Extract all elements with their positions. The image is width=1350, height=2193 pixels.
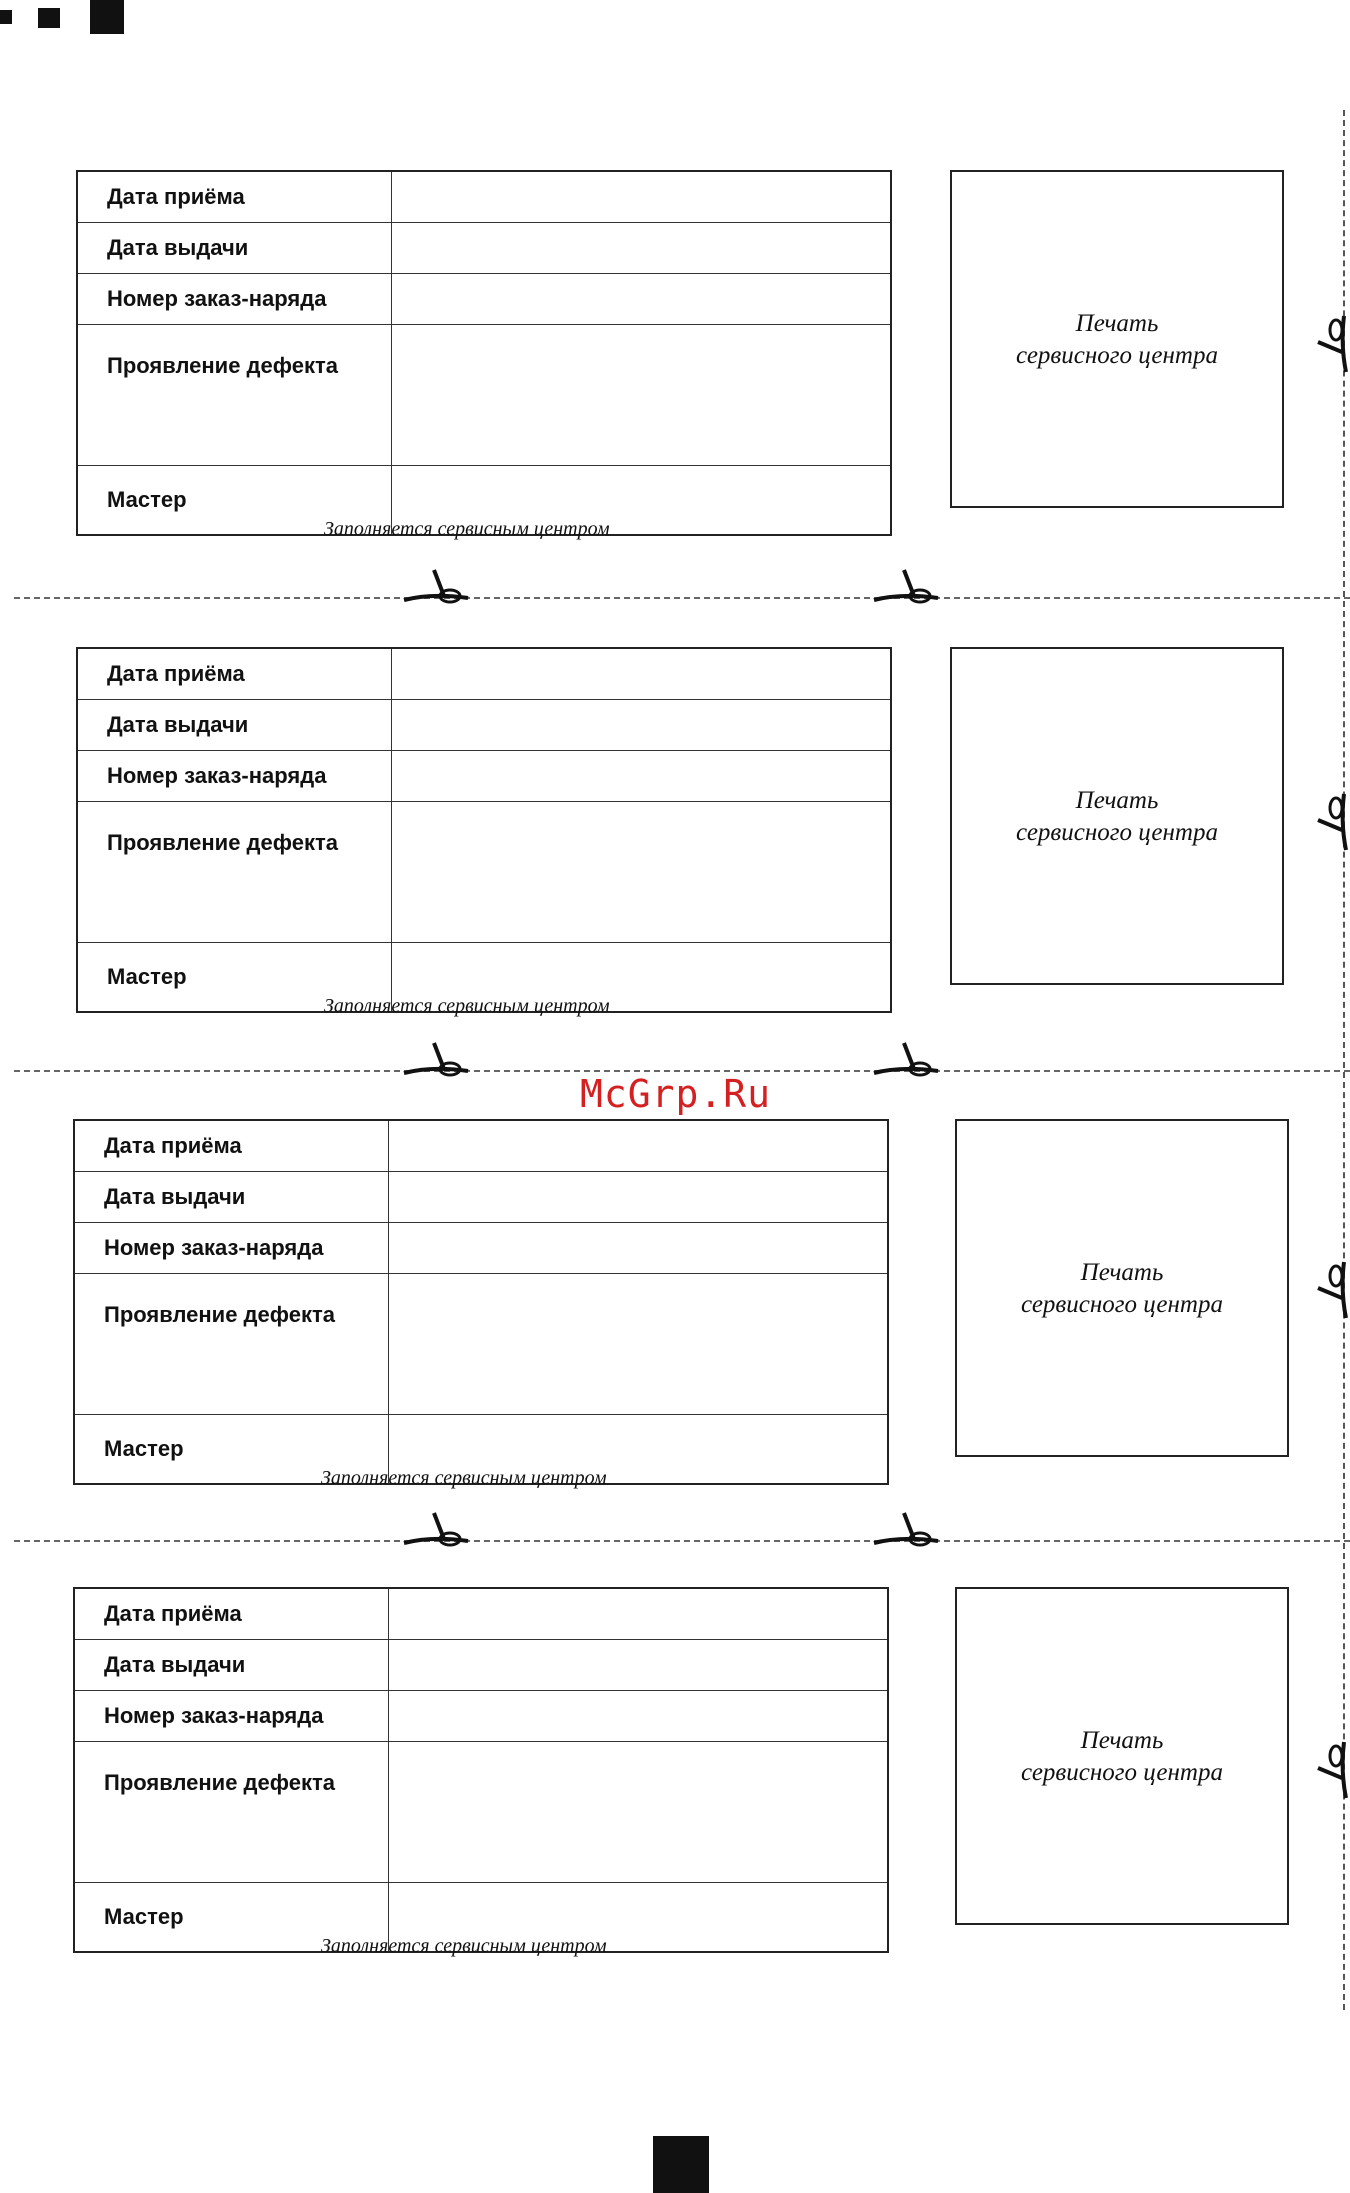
filled-by-note: Заполняется сервисным центром [324,518,610,540]
stamp-box [950,647,1284,985]
cut-line [14,597,1350,599]
stamp-box [950,170,1284,508]
stamp-line-1: Печать [1080,1259,1164,1286]
field-receive-date[interactable] [392,648,892,700]
label-receive-date: Дата приёма [77,171,392,223]
label-order-number: Номер заказ-наряда [77,274,392,325]
service-form-4 [73,1587,1350,2007]
field-order-number[interactable] [392,274,892,325]
stamp-box [955,1587,1289,1925]
service-form-2 [76,647,1350,1067]
label-master: Мастер [77,943,392,1013]
field-issue-date[interactable] [392,223,892,274]
label-issue-date: Дата выдачи [77,700,392,751]
stamp-line-2: сервисного центра [1021,1759,1223,1786]
label-receive-date: Дата приёма [74,1588,389,1640]
stamp-line-1: Печать [1075,787,1159,814]
label-order-number: Номер заказ-наряда [74,1691,389,1742]
stamp-line-2: сервисного центра [1016,819,1218,846]
label-issue-date: Дата выдачи [74,1172,389,1223]
form-table [73,1587,889,1953]
label-defect: Проявление дефекта [77,325,392,466]
field-order-number[interactable] [389,1691,889,1742]
registration-mark-large [90,0,124,34]
form-table [76,170,892,536]
field-order-number[interactable] [389,1223,889,1274]
field-defect[interactable] [392,325,892,466]
field-order-number[interactable] [392,751,892,802]
service-form-3 [73,1119,1350,1539]
label-receive-date: Дата приёма [77,648,392,700]
filled-by-note: Заполняется сервисным центром [324,995,610,1017]
field-receive-date[interactable] [389,1120,889,1172]
cut-line [14,1540,1350,1542]
stamp-line-2: сервисного центра [1021,1291,1223,1318]
filled-by-note: Заполняется сервисным центром [321,1467,607,1489]
label-order-number: Номер заказ-наряда [77,751,392,802]
page-tab-mark [653,2136,709,2193]
label-defect: Проявление дефекта [74,1742,389,1883]
form-table [76,647,892,1013]
field-issue-date[interactable] [392,700,892,751]
field-receive-date[interactable] [389,1588,889,1640]
field-issue-date[interactable] [389,1640,889,1691]
label-master: Мастер [74,1415,389,1485]
form-table [73,1119,889,1485]
filled-by-note: Заполняется сервисным центром [321,1935,607,1957]
label-master: Мастер [77,466,392,536]
stamp-line-1: Печать [1080,1727,1164,1754]
label-receive-date: Дата приёма [74,1120,389,1172]
field-defect[interactable] [392,802,892,943]
registration-mark-small [0,10,12,24]
field-receive-date[interactable] [392,171,892,223]
stamp-line-2: сервисного центра [1016,342,1218,369]
field-defect[interactable] [389,1274,889,1415]
label-defect: Проявление дефекта [77,802,392,943]
label-master: Мастер [74,1883,389,1953]
label-order-number: Номер заказ-наряда [74,1223,389,1274]
label-issue-date: Дата выдачи [77,223,392,274]
service-form-1 [76,170,1350,590]
watermark: McGrp.Ru [580,1072,772,1116]
label-issue-date: Дата выдачи [74,1640,389,1691]
field-defect[interactable] [389,1742,889,1883]
stamp-line-1: Печать [1075,310,1159,337]
label-defect: Проявление дефекта [74,1274,389,1415]
stamp-box [955,1119,1289,1457]
registration-mark-medium [38,8,60,28]
field-issue-date[interactable] [389,1172,889,1223]
